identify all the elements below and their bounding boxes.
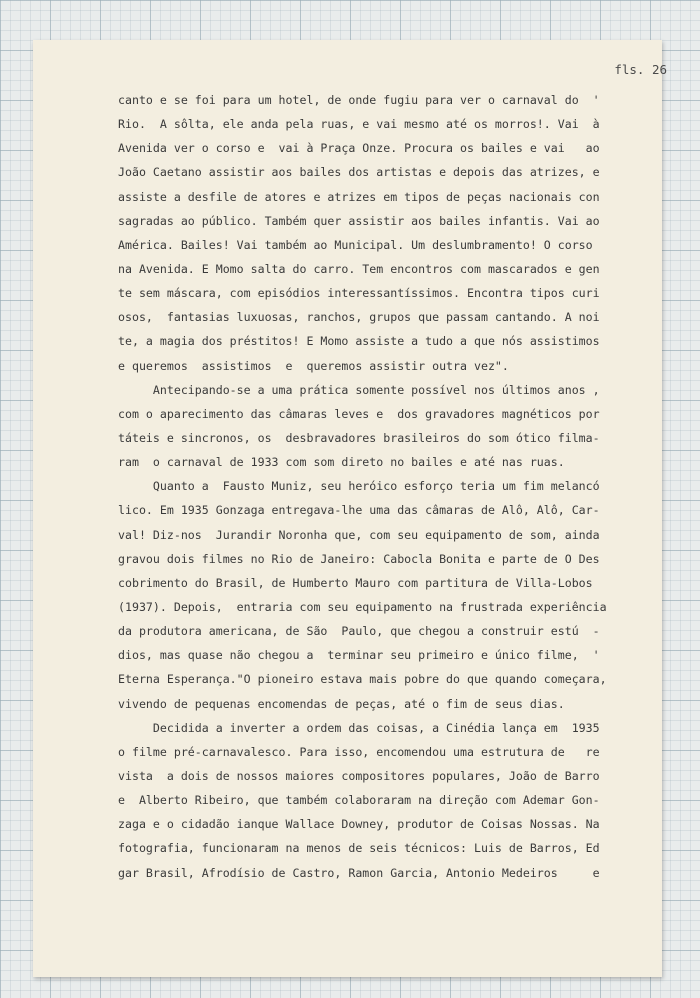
typed-text-body [118, 88, 638, 885]
text-line: assiste a desfile de atores e atrizes em tipos de peças nacionais con [118, 189, 600, 204]
text-line: gar Brasil, Afrodísio de Castro, Ramon Garcia, Antonio Medeiros e [118, 865, 600, 880]
text-line: zaga e o cidadão ianque Wallace Downey, produtor de Coisas Nossas. Na [118, 817, 600, 832]
page-number: fls. 26 [614, 62, 667, 77]
text-line: vista a dois de nossos maiores compositores populares, João de Barro [118, 768, 600, 783]
text-line: na Avenida. E Momo salta do carro. Tem encontros com mascarados e gen [118, 261, 600, 276]
text-line: o filme pré-carnavalesco. Para isso, encomendou uma estrutura de re [118, 744, 600, 759]
text-line: e queremos assistimos e queremos assistir outra vez". [118, 358, 509, 373]
text-line: dios, mas quase não chegou a terminar seu primeiro e único filme, ' [118, 648, 600, 663]
text-line: lico. Em 1935 Gonzaga entregava-lhe uma das câmaras de Alô, Alô, Car- [118, 503, 600, 518]
text-line: América. Bailes! Vai também ao Municipal. Um deslumbramento! O corso [118, 237, 593, 252]
text-line: Decidida a inverter a ordem das coisas, a Cinédia lança em 1935 [118, 720, 600, 735]
text-line: João Caetano assistir aos bailes dos artistas e depois das atrizes, e [118, 165, 600, 180]
text-line: Rio. A sôlta, ele anda pela ruas, e vai mesmo até os morros!. Vai à [118, 117, 600, 132]
text-line: Eterna Esperança."O pioneiro estava mais pobre do que quando começara, [118, 672, 607, 687]
text-line: Antecipando-se a uma prática somente possível nos últimos anos , [118, 382, 600, 397]
text-line: val! Diz-nos Jurandir Noronha que, com seu equipamento de som, ainda [118, 527, 600, 542]
text-line: táteis e sincronos, os desbravadores brasileiros do som ótico filma- [118, 430, 600, 445]
text-line: te sem máscara, com episódios interessantíssimos. Encontra tipos curi [118, 286, 600, 301]
text-line: fotografia, funcionaram na menos de seis técnicos: Luis de Barros, Ed [118, 841, 600, 856]
text-line: Quanto a Fausto Muniz, seu heróico esforço teria um fim melancó [118, 479, 600, 494]
text-line: canto e se foi para um hotel, de onde fugiu para ver o carnaval do ' [118, 93, 600, 107]
text-line: vivendo de pequenas encomendas de peças, até o fim de seus dias. [118, 696, 565, 711]
text-line: (1937). Depois, entraria com seu equipamento na frustrada experiência [118, 599, 607, 614]
text-line: osos, fantasias luxuosas, ranchos, grupos que passam cantando. A noi [118, 310, 600, 325]
text-line: cobrimento do Brasil, de Humberto Mauro com partitura de Villa-Lobos [118, 575, 593, 590]
text-line: da produtora americana, de São Paulo, que chegou a construir estú - [118, 624, 600, 639]
text-line: e Alberto Ribeiro, que também colaboraram na direção com Ademar Gon- [118, 793, 600, 808]
text-line: ram o carnaval de 1933 com som direto no bailes e até nas ruas. [118, 455, 565, 470]
text-line: Avenida ver o corso e vai à Praça Onze. Procura os bailes e vai ao [118, 141, 600, 156]
text-line: com o aparecimento das câmaras leves e dos gravadores magnéticos por [118, 406, 600, 421]
text-line: te, a magia dos préstitos! E Momo assiste a tudo a que nós assistimos [118, 334, 600, 349]
text-line: gravou dois filmes no Rio de Janeiro: Cabocla Bonita e parte de O Des [118, 551, 600, 566]
text-line: sagradas ao público. Também quer assistir aos bailes infantis. Vai ao [118, 213, 600, 228]
